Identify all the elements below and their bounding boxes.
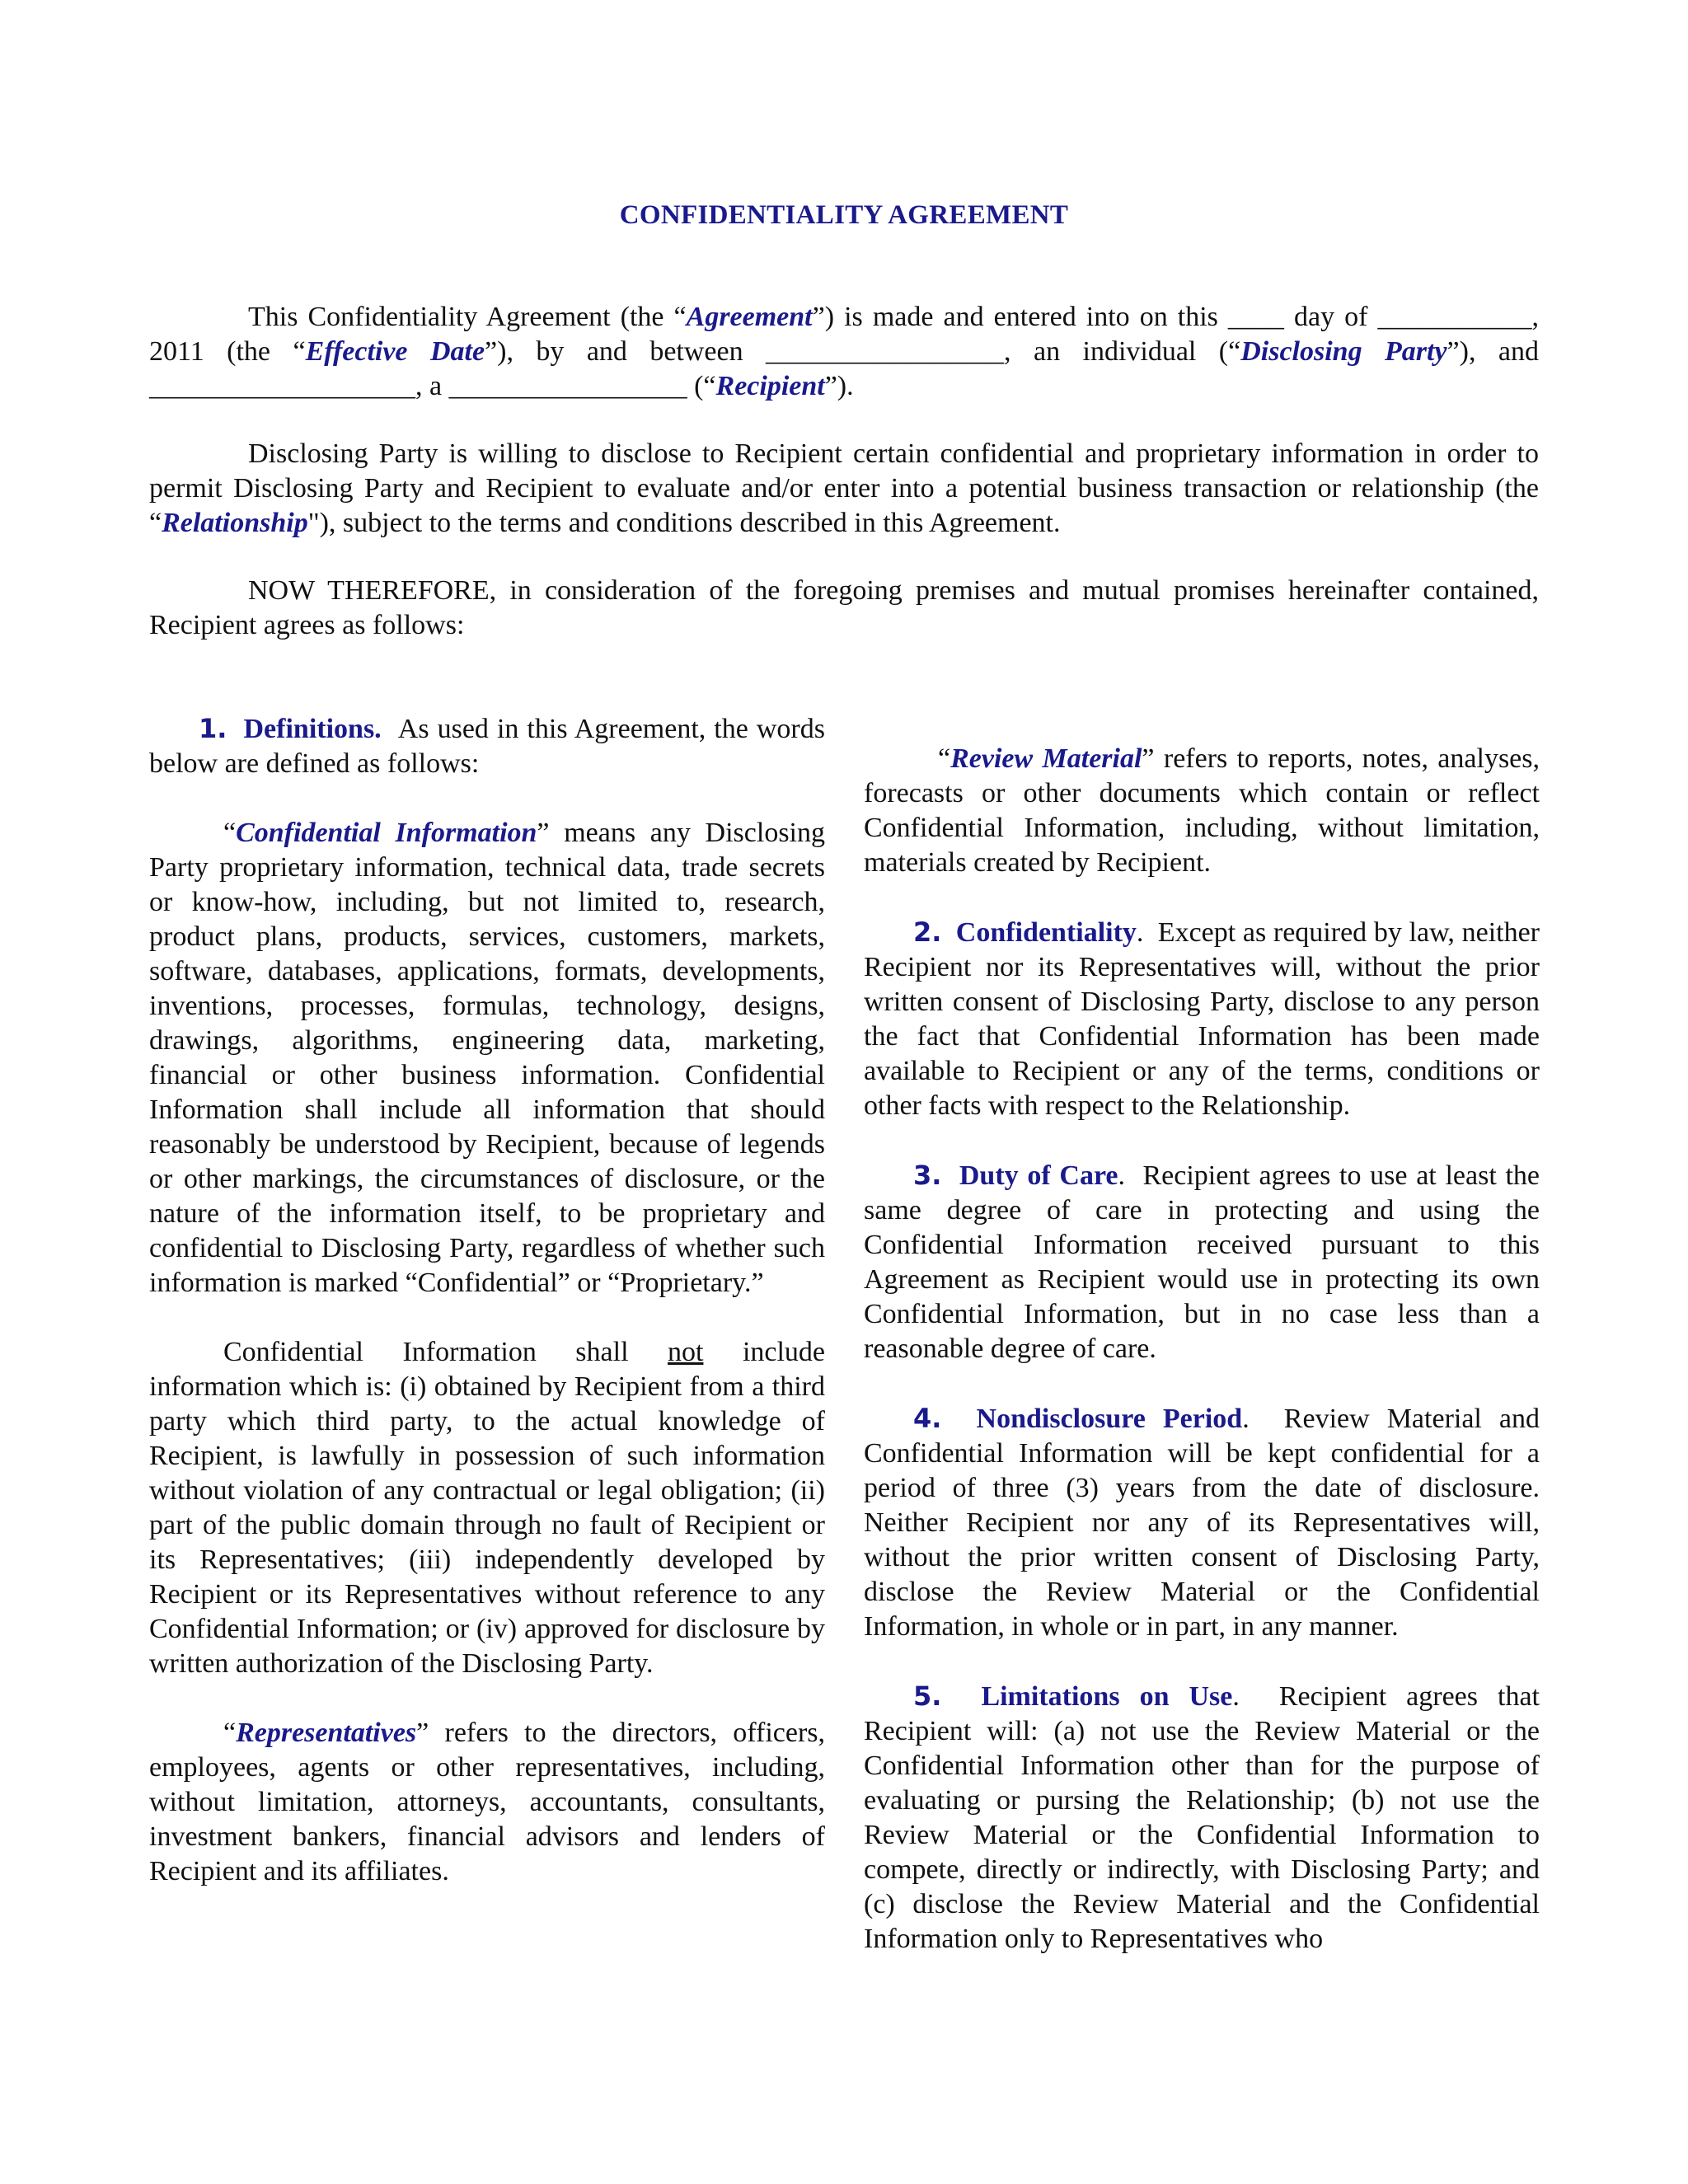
- defined-term-agreement: Agreement: [686, 302, 813, 332]
- exclusions-text: include information which is: (i) obtained by Recipient from a third party which third party, to the actual knowledge of Recipient, is lawfully in possession of such information without violation of any contractual or legal obligation; (ii) part of the public domain through no fault of Recipient or its Representatives; (iii) independently developed by Recipient or its Representatives without reference to any Confidential Information; or (iv) approved for disclosure by written authorization of the Disclosing Party.: [149, 1337, 826, 1679]
- section-number: 5.: [913, 1680, 942, 1712]
- intro-text: ”), by and between _________________, an individual (“: [485, 336, 1241, 367]
- section-number: 2.: [913, 916, 942, 948]
- section-number: 4.: [913, 1403, 942, 1434]
- definition-text: refers to reports, notes, analyses, forecasts or other documents which contain or reflect Confidential Information, including, without limitation, materials created by Recipient.: [864, 743, 1540, 878]
- definition-text: refers to the directors, officers, employees, agents or other representatives, including, without limitation, attorneys, accountants, consultants, investment bankers, financial advisors and lenders of Recipient and its affiliates.: [149, 1718, 826, 1886]
- intro-paragraph-now-therefore: [149, 574, 1539, 643]
- left-column: [149, 711, 825, 1889]
- definition-review-material: “Review Material” refers to reports, notes, analyses, forecasts or other documents which contain or reflect Confidential Information, including, without limitation, materials created by Recipient.: [864, 743, 1540, 878]
- section-text: Except as required by law, neither Recipient nor its Representatives will, without the prior written consent of Disclosing Party, disclose to any person the fact that Confidential Information has been made available to Recipient or any of the terms, conditions or other facts with respect to the Relationship.: [864, 917, 1540, 1121]
- section-5-limitations-on-use: 5. Limitations on Use. Recipient agrees that Recipient will: (a) not use the Review Material or the Confidential Information other than for the purpose of evaluating or pursing the Relationship; (b) not use the Review Material or the Confidential Information to compete, directly or indirectly, with Disclosing Party; and (c) disclose the Review Material and the Confidential Information only to Representatives who: [864, 1680, 1540, 1954]
- section-heading: Definitions.: [243, 714, 382, 744]
- exclusions-text: Confidential Information shall: [223, 1337, 629, 1367]
- section-heading: Duty of Care: [959, 1160, 1118, 1191]
- intro-text: ”) is made and entered into on this ____ day of ___________, 2011 (the “: [149, 302, 1540, 367]
- intro-text: ”).: [824, 371, 854, 401]
- section-text: Recipient agrees that Recipient will: (a) not use the Review Material or the Confidential Information other than for the purpose of evaluating or pursing the Relationship; (b) not use the Review Material or the Confidential Information to compete, directly or indirectly, with Disclosing Party; and (c) disclose the Review Material and the Confidential Information only to Representatives who: [864, 1681, 1540, 1954]
- section-number: 3.: [913, 1160, 942, 1191]
- emphasis-not: not: [668, 1337, 704, 1367]
- section-2-confidentiality: 2. Confidentiality. Except as required by law, neither Recipient nor its Representatives will, without the prior written consent of Disclosing Party, disclose to any person the fact that Confidential Information has been made available to Recipient or any of the terms, conditions or other facts with respect to the Relationship.: [864, 916, 1540, 1121]
- intro-text: ”), and ___________________, a _________________ (“: [149, 336, 1539, 401]
- document-title: CONFIDENTIALITY AGREEMENT: [619, 200, 1069, 230]
- section-1-definitions: [149, 711, 825, 781]
- definition-confidential-information: “Confidential Information” means any Disclosing Party proprietary information, technical data, trade secrets or know-how, including, but not limited to, research, product plans, products, services, customers, markets, software, databases, applications, formats, developments, inventions, processes, formulas, technology, designs, drawings, algorithms, engineering data, marketing, financial or other business information. Confidential Information shall include all information that should reasonably be understood by Recipient, because of legends or other markings, the circumstances of disclosure, or the nature of the information itself, to be proprietary and confidential to Disclosing Party, regardless of whether such information is marked “Confidential” or “Proprietary.”: [149, 818, 825, 1298]
- section-number: 1.: [199, 713, 227, 744]
- section-3-duty-of-care: 3. Duty of Care. Recipient agrees to use at least the same degree of care in protecting and using the Confidential Information received pursuant to this Agreement as Recipient would use in protecting its own Confidential Information, but in no case less than a reasonable degree of care.: [864, 1160, 1540, 1364]
- section-heading: Confidentiality: [955, 917, 1137, 948]
- definition-text: means any Disclosing Party proprietary information, technical data, trade secrets or know-how, including, but not limited to, research, product plans, products, services, customers, markets, software, databases, applications, formats, developments, inventions, processes, formulas, technology, designs, drawings, algorithms, engineering data, marketing, financial or other business information. Confidential Information shall include all information that should reasonably be understood by Recipient, because of legends or other markings, the circumstances of disclosure, or the nature of the information itself, to be proprietary and confidential to Disclosing Party, regardless of whether such information is marked “Confidential” or “Proprietary.”: [149, 818, 825, 1298]
- intro-paragraph-parties: [149, 300, 1539, 404]
- intro-text: Disclosing Party is willing to disclose to Recipient certain confidential and proprietary information in order to permit Disclosing Party and Recipient to evaluate and/or enter into a potential business transaction or relationship (the “: [149, 438, 1539, 538]
- right-column: [864, 742, 1540, 1957]
- defined-term-disclosing-party: Disclosing Party: [1240, 336, 1447, 367]
- defined-term-review-material: Review Material: [950, 743, 1142, 774]
- section-text: Review Material and Confidential Information will be kept confidential for a period of three (3) years from the date of disclosure. Neither Recipient nor any of its Representatives will, without the prior written consent of Disclosing Party, disclose the Review Material or the Confidential Information, in whole or in part, in any manner.: [864, 1404, 1540, 1642]
- definition-representatives: “Representatives” refers to the directors, officers, employees, agents or other representatives, including, without limitation, attorneys, accountants, consultants, investment bankers, financial advisors and lenders of Recipient and its affiliates.: [149, 1718, 826, 1886]
- intro-paragraph-purpose: [149, 437, 1539, 541]
- defined-term-effective-date: Effective Date: [305, 336, 485, 367]
- intro-text: "), subject to the terms and conditions described in this Agreement.: [307, 508, 1061, 538]
- defined-term-representatives: Representatives: [236, 1718, 417, 1748]
- section-text: As used in this Agreement, the words below are defined as follows:: [149, 714, 825, 779]
- exclusions-paragraph: [149, 1335, 825, 1681]
- defined-term-recipient: Recipient: [715, 371, 825, 401]
- section-heading: Limitations on Use: [981, 1681, 1233, 1712]
- intro-text: This Confidentiality Agreement (the “: [248, 302, 687, 332]
- defined-term-confidential-information: Confidential Information: [236, 818, 537, 848]
- section-4-nondisclosure-period: 4. Nondisclosure Period. Review Material and Confidential Information will be kept confidential for a period of three (3) years from the date of disclosure. Neither Recipient nor any of its Representatives will, without the prior written consent of Disclosing Party, disclose the Review Material or the Confidential Information, in whole or in part, in any manner.: [864, 1403, 1540, 1642]
- intro-text: NOW THEREFORE, in consideration of the foregoing premises and mutual promises hereinafter contained, Recipient agrees as follows:: [149, 575, 1539, 640]
- section-heading: Nondisclosure Period: [976, 1404, 1243, 1434]
- defined-term-relationship: Relationship: [162, 508, 308, 538]
- section-text: Recipient agrees to use at least the same degree of care in protecting and using the Confidential Information received pursuant to this Agreement as Recipient would use in protecting its own Confidential Information, but in no case less than a reasonable degree of care.: [864, 1160, 1540, 1364]
